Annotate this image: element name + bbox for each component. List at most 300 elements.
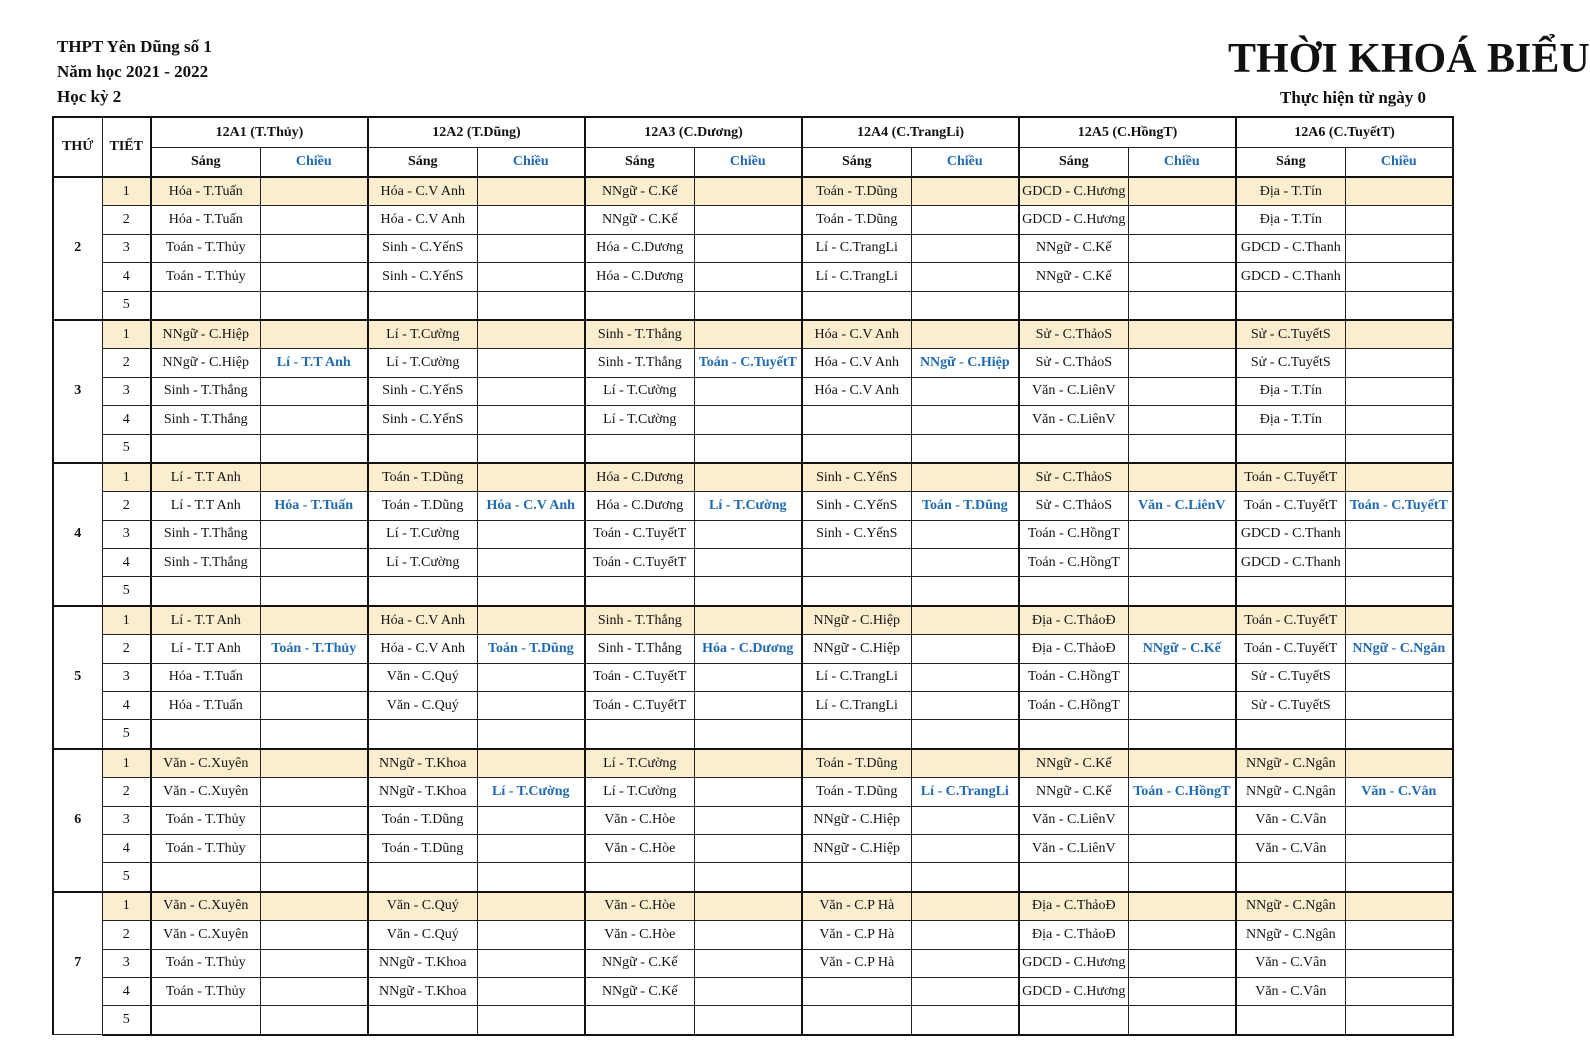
morning-lesson bbox=[368, 434, 477, 463]
morning-lesson: Sinh - T.Thắng bbox=[151, 406, 260, 434]
morning-lesson: NNgữ - C.Kế bbox=[585, 206, 694, 234]
afternoon-lesson bbox=[477, 263, 585, 291]
morning-lesson: Sinh - T.Thắng bbox=[585, 349, 694, 377]
period-number: 5 bbox=[102, 577, 151, 606]
afternoon-lesson bbox=[260, 177, 368, 206]
afternoon-lesson bbox=[694, 263, 802, 291]
period-number: 1 bbox=[102, 606, 151, 635]
morning-lesson bbox=[151, 1006, 260, 1035]
morning-lesson: Hóa - C.Dương bbox=[585, 234, 694, 262]
afternoon-lesson bbox=[1345, 577, 1453, 606]
afternoon-lesson bbox=[260, 606, 368, 635]
afternoon-lesson bbox=[1345, 206, 1453, 234]
morning-lesson: Văn - C.Hòe bbox=[585, 806, 694, 834]
afternoon-lesson bbox=[694, 291, 802, 320]
afternoon-lesson bbox=[694, 720, 802, 749]
morning-lesson: Sinh - C.YếnS bbox=[802, 463, 911, 492]
period-number: 2 bbox=[102, 778, 151, 806]
afternoon-lesson bbox=[477, 606, 585, 635]
morning-lesson bbox=[585, 1006, 694, 1035]
afternoon-lesson bbox=[1345, 749, 1453, 778]
afternoon-lesson bbox=[694, 434, 802, 463]
morning-lesson: GDCD - C.Hương bbox=[1019, 206, 1128, 234]
morning-lesson bbox=[1019, 720, 1128, 749]
morning-lesson: Hóa - C.V Anh bbox=[368, 206, 477, 234]
afternoon-lesson: Toán - C.HồngT bbox=[1128, 778, 1236, 806]
morning-lesson: Văn - C.Xuyên bbox=[151, 749, 260, 778]
afternoon-lesson bbox=[1345, 1006, 1453, 1035]
afternoon-lesson bbox=[477, 663, 585, 691]
morning-lesson: Sử - C.TuyếtS bbox=[1236, 663, 1345, 691]
afternoon-lesson bbox=[694, 1006, 802, 1035]
afternoon-lesson bbox=[260, 291, 368, 320]
morning-lesson: Văn - C.Hòe bbox=[585, 921, 694, 949]
afternoon-lesson: NNgữ - C.Kế bbox=[1128, 635, 1236, 663]
class-header: 12A3 (C.Dương) bbox=[585, 117, 802, 148]
period-number: 1 bbox=[102, 749, 151, 778]
afternoon-lesson bbox=[1128, 377, 1236, 405]
morning-lesson bbox=[151, 577, 260, 606]
table-row bbox=[53, 606, 1453, 635]
afternoon-lesson bbox=[260, 749, 368, 778]
morning-lesson: Địa - T.Tín bbox=[1236, 177, 1345, 206]
day-label: 2 bbox=[53, 177, 102, 320]
afternoon-lesson bbox=[260, 892, 368, 921]
afternoon-lesson bbox=[1345, 606, 1453, 635]
afternoon-lesson bbox=[477, 349, 585, 377]
afternoon-lesson bbox=[477, 863, 585, 892]
period-number: 5 bbox=[102, 1006, 151, 1035]
afternoon-lesson bbox=[477, 921, 585, 949]
morning-lesson: Văn - C.Vân bbox=[1236, 834, 1345, 862]
period-number: 2 bbox=[102, 635, 151, 663]
morning-lesson: Sinh - T.Thắng bbox=[151, 549, 260, 577]
morning-lesson bbox=[802, 406, 911, 434]
table-row bbox=[53, 977, 1453, 1005]
morning-lesson bbox=[151, 434, 260, 463]
afternoon-lesson bbox=[911, 577, 1019, 606]
afternoon-lesson bbox=[694, 520, 802, 548]
afternoon-lesson bbox=[1345, 177, 1453, 206]
afternoon-lesson bbox=[694, 577, 802, 606]
afternoon-lesson bbox=[694, 778, 802, 806]
morning-lesson bbox=[802, 977, 911, 1005]
period-number: 4 bbox=[102, 549, 151, 577]
afternoon-lesson bbox=[1345, 692, 1453, 720]
morning-lesson: NNgữ - T.Khoa bbox=[368, 949, 477, 977]
morning-lesson: NNgữ - C.Hiệp bbox=[151, 349, 260, 377]
afternoon-lesson bbox=[1345, 463, 1453, 492]
session-sang-header: Sáng bbox=[585, 148, 694, 178]
session-chieu-header: Chiều bbox=[694, 148, 802, 178]
afternoon-lesson bbox=[260, 863, 368, 892]
morning-lesson: Hóa - T.Tuấn bbox=[151, 177, 260, 206]
morning-lesson: GDCD - C.Hương bbox=[1019, 177, 1128, 206]
afternoon-lesson bbox=[1345, 892, 1453, 921]
morning-lesson: Văn - C.Quý bbox=[368, 892, 477, 921]
morning-lesson: Hóa - C.Dương bbox=[585, 263, 694, 291]
morning-lesson: Văn - C.Vân bbox=[1236, 977, 1345, 1005]
afternoon-lesson bbox=[477, 406, 585, 434]
session-sang-header: Sáng bbox=[1236, 148, 1345, 178]
afternoon-lesson bbox=[1128, 892, 1236, 921]
table-row bbox=[53, 177, 1453, 206]
period-number: 1 bbox=[102, 177, 151, 206]
period-number: 5 bbox=[102, 434, 151, 463]
period-number: 4 bbox=[102, 977, 151, 1005]
period-number: 2 bbox=[102, 492, 151, 520]
table-row bbox=[53, 349, 1453, 377]
morning-lesson: Lí - C.TrangLi bbox=[802, 234, 911, 262]
afternoon-lesson bbox=[1128, 606, 1236, 635]
afternoon-lesson bbox=[260, 921, 368, 949]
morning-lesson: Hóa - C.V Anh bbox=[802, 377, 911, 405]
session-chieu-header: Chiều bbox=[911, 148, 1019, 178]
table-row bbox=[53, 406, 1453, 434]
afternoon-lesson: Lí - C.TrangLi bbox=[911, 778, 1019, 806]
morning-lesson bbox=[802, 577, 911, 606]
afternoon-lesson bbox=[694, 949, 802, 977]
afternoon-lesson bbox=[477, 320, 585, 349]
period-number: 3 bbox=[102, 663, 151, 691]
table-row bbox=[53, 206, 1453, 234]
table-row bbox=[53, 291, 1453, 320]
morning-lesson: Lí - T.Cường bbox=[368, 349, 477, 377]
afternoon-lesson bbox=[694, 234, 802, 262]
morning-lesson: Văn - C.LiênV bbox=[1019, 377, 1128, 405]
afternoon-lesson bbox=[1128, 720, 1236, 749]
morning-lesson: Lí - T.T Anh bbox=[151, 463, 260, 492]
morning-lesson: Địa - C.ThảoĐ bbox=[1019, 606, 1128, 635]
morning-lesson: Toán - C.HồngT bbox=[1019, 692, 1128, 720]
morning-lesson: Toán - C.TuyếtT bbox=[1236, 492, 1345, 520]
morning-lesson: Văn - C.Xuyên bbox=[151, 921, 260, 949]
table-row bbox=[53, 663, 1453, 691]
morning-lesson bbox=[368, 1006, 477, 1035]
afternoon-lesson bbox=[1128, 921, 1236, 949]
afternoon-lesson bbox=[694, 606, 802, 635]
morning-lesson: Lí - T.T Anh bbox=[151, 606, 260, 635]
morning-lesson: Văn - C.Hòe bbox=[585, 834, 694, 862]
timetable bbox=[52, 116, 1454, 1036]
afternoon-lesson bbox=[1345, 263, 1453, 291]
afternoon-lesson bbox=[911, 749, 1019, 778]
morning-lesson: Hóa - C.Dương bbox=[585, 492, 694, 520]
morning-lesson: Sinh - T.Thắng bbox=[585, 320, 694, 349]
morning-lesson: NNgữ - C.Kế bbox=[585, 949, 694, 977]
table-row bbox=[53, 806, 1453, 834]
afternoon-lesson bbox=[911, 520, 1019, 548]
morning-lesson: Địa - T.Tín bbox=[1236, 206, 1345, 234]
morning-lesson: Sử - C.ThảoS bbox=[1019, 492, 1128, 520]
period-number: 1 bbox=[102, 463, 151, 492]
morning-lesson: Lí - T.T Anh bbox=[151, 492, 260, 520]
morning-lesson: Toán - C.TuyếtT bbox=[585, 663, 694, 691]
period-number: 4 bbox=[102, 834, 151, 862]
afternoon-lesson bbox=[1345, 921, 1453, 949]
afternoon-lesson bbox=[477, 892, 585, 921]
morning-lesson: Toán - T.Thủy bbox=[151, 949, 260, 977]
morning-lesson: Sinh - C.YếnS bbox=[802, 520, 911, 548]
afternoon-lesson bbox=[1128, 577, 1236, 606]
morning-lesson: Toán - T.Dũng bbox=[802, 778, 911, 806]
afternoon-lesson bbox=[1128, 663, 1236, 691]
afternoon-lesson: Hóa - C.Dương bbox=[694, 635, 802, 663]
afternoon-lesson bbox=[694, 977, 802, 1005]
session-sang-header: Sáng bbox=[368, 148, 477, 178]
afternoon-lesson bbox=[260, 549, 368, 577]
afternoon-lesson bbox=[911, 263, 1019, 291]
period-number: 3 bbox=[102, 520, 151, 548]
morning-lesson: Sinh - C.YếnS bbox=[368, 234, 477, 262]
afternoon-lesson bbox=[1128, 520, 1236, 548]
morning-lesson: GDCD - C.Thanh bbox=[1236, 234, 1345, 262]
table-row bbox=[53, 778, 1453, 806]
afternoon-lesson bbox=[260, 263, 368, 291]
morning-lesson: NNgữ - T.Khoa bbox=[368, 778, 477, 806]
afternoon-lesson bbox=[1345, 377, 1453, 405]
table-row bbox=[53, 921, 1453, 949]
afternoon-lesson bbox=[477, 720, 585, 749]
afternoon-lesson bbox=[1128, 406, 1236, 434]
morning-lesson: Lí - T.Cường bbox=[585, 778, 694, 806]
afternoon-lesson bbox=[694, 749, 802, 778]
table-row bbox=[53, 234, 1453, 262]
period-number: 4 bbox=[102, 406, 151, 434]
afternoon-lesson bbox=[477, 434, 585, 463]
afternoon-lesson bbox=[911, 635, 1019, 663]
morning-lesson: NNgữ - C.Hiệp bbox=[802, 635, 911, 663]
morning-lesson: Văn - C.Quý bbox=[368, 692, 477, 720]
afternoon-lesson bbox=[694, 806, 802, 834]
table-row bbox=[53, 892, 1453, 921]
morning-lesson: Lí - T.Cường bbox=[368, 320, 477, 349]
day-label: 7 bbox=[53, 892, 102, 1035]
morning-lesson bbox=[1236, 863, 1345, 892]
morning-lesson: Hóa - C.V Anh bbox=[368, 177, 477, 206]
afternoon-lesson bbox=[911, 921, 1019, 949]
afternoon-lesson bbox=[260, 377, 368, 405]
morning-lesson: Toán - T.Dũng bbox=[368, 463, 477, 492]
class-header: 12A6 (C.TuyếtT) bbox=[1236, 117, 1453, 148]
morning-lesson: Toán - C.HồngT bbox=[1019, 663, 1128, 691]
morning-lesson: Văn - C.Xuyên bbox=[151, 778, 260, 806]
afternoon-lesson bbox=[477, 806, 585, 834]
class-header: 12A2 (T.Dũng) bbox=[368, 117, 585, 148]
table-row bbox=[53, 492, 1453, 520]
morning-lesson: NNgữ - C.Hiệp bbox=[802, 806, 911, 834]
afternoon-lesson bbox=[477, 834, 585, 862]
afternoon-lesson bbox=[911, 720, 1019, 749]
day-label: 5 bbox=[53, 606, 102, 749]
morning-lesson: NNgữ - C.Hiệp bbox=[802, 834, 911, 862]
afternoon-lesson: Lí - T.T Anh bbox=[260, 349, 368, 377]
afternoon-lesson bbox=[477, 1006, 585, 1035]
afternoon-lesson bbox=[694, 863, 802, 892]
afternoon-lesson bbox=[1128, 349, 1236, 377]
afternoon-lesson bbox=[694, 549, 802, 577]
morning-lesson bbox=[368, 577, 477, 606]
morning-lesson: Địa - C.ThảoĐ bbox=[1019, 921, 1128, 949]
period-number: 2 bbox=[102, 206, 151, 234]
afternoon-lesson bbox=[911, 463, 1019, 492]
morning-lesson bbox=[802, 720, 911, 749]
morning-lesson: Văn - C.Hòe bbox=[585, 892, 694, 921]
morning-lesson: NNgữ - C.Kế bbox=[1019, 749, 1128, 778]
morning-lesson: Sinh - T.Thắng bbox=[151, 377, 260, 405]
afternoon-lesson bbox=[911, 977, 1019, 1005]
morning-lesson bbox=[1236, 577, 1345, 606]
afternoon-lesson bbox=[911, 206, 1019, 234]
morning-lesson: NNgữ - C.Hiệp bbox=[802, 606, 911, 635]
morning-lesson: Hóa - C.V Anh bbox=[802, 349, 911, 377]
morning-lesson bbox=[585, 720, 694, 749]
morning-lesson: NNgữ - C.Kế bbox=[1019, 263, 1128, 291]
table-row bbox=[53, 463, 1453, 492]
afternoon-lesson bbox=[1128, 977, 1236, 1005]
morning-lesson bbox=[802, 549, 911, 577]
afternoon-lesson bbox=[911, 663, 1019, 691]
afternoon-lesson bbox=[1128, 206, 1236, 234]
afternoon-lesson bbox=[1345, 663, 1453, 691]
session-sang-header: Sáng bbox=[802, 148, 911, 178]
afternoon-lesson bbox=[1128, 320, 1236, 349]
morning-lesson: Văn - C.P Hà bbox=[802, 949, 911, 977]
morning-lesson: GDCD - C.Thanh bbox=[1236, 549, 1345, 577]
afternoon-lesson bbox=[1128, 463, 1236, 492]
morning-lesson: Văn - C.P Hà bbox=[802, 921, 911, 949]
morning-lesson: NNgữ - T.Khoa bbox=[368, 977, 477, 1005]
period-number: 3 bbox=[102, 234, 151, 262]
afternoon-lesson bbox=[260, 577, 368, 606]
period-number: 2 bbox=[102, 921, 151, 949]
table-row bbox=[53, 834, 1453, 862]
afternoon-lesson bbox=[260, 434, 368, 463]
session-chieu-header: Chiều bbox=[1128, 148, 1236, 178]
afternoon-lesson bbox=[694, 692, 802, 720]
morning-lesson bbox=[1236, 720, 1345, 749]
afternoon-lesson bbox=[694, 834, 802, 862]
afternoon-lesson bbox=[1345, 834, 1453, 862]
afternoon-lesson bbox=[911, 234, 1019, 262]
afternoon-lesson: Toán - C.TuyếtT bbox=[1345, 492, 1453, 520]
morning-lesson bbox=[585, 577, 694, 606]
morning-lesson: Toán - T.Thủy bbox=[151, 834, 260, 862]
morning-lesson bbox=[151, 720, 260, 749]
afternoon-lesson bbox=[911, 406, 1019, 434]
table-row bbox=[53, 263, 1453, 291]
morning-lesson: Văn - C.LiênV bbox=[1019, 806, 1128, 834]
morning-lesson: Lí - C.TrangLi bbox=[802, 663, 911, 691]
afternoon-lesson bbox=[260, 663, 368, 691]
class-header: 12A4 (C.TrangLi) bbox=[802, 117, 1019, 148]
morning-lesson: GDCD - C.Hương bbox=[1019, 977, 1128, 1005]
morning-lesson: NNgữ - C.Kế bbox=[1019, 778, 1128, 806]
afternoon-lesson bbox=[1128, 749, 1236, 778]
school-term: Học kỳ 2 bbox=[57, 87, 122, 106]
session-chieu-header: Chiều bbox=[1345, 148, 1453, 178]
morning-lesson: Địa - T.Tín bbox=[1236, 406, 1345, 434]
class-header: 12A1 (T.Thủy) bbox=[151, 117, 368, 148]
afternoon-lesson bbox=[477, 520, 585, 548]
table-row bbox=[53, 577, 1453, 606]
morning-lesson: Sử - C.ThảoS bbox=[1019, 320, 1128, 349]
morning-lesson: Sử - C.TuyếtS bbox=[1236, 320, 1345, 349]
afternoon-lesson bbox=[477, 463, 585, 492]
morning-lesson bbox=[1019, 1006, 1128, 1035]
afternoon-lesson bbox=[1345, 406, 1453, 434]
session-sang-header: Sáng bbox=[1019, 148, 1128, 178]
morning-lesson: NNgữ - C.Ngân bbox=[1236, 749, 1345, 778]
afternoon-lesson bbox=[477, 234, 585, 262]
afternoon-lesson bbox=[1345, 320, 1453, 349]
morning-lesson: Toán - C.HồngT bbox=[1019, 549, 1128, 577]
afternoon-lesson bbox=[477, 549, 585, 577]
afternoon-lesson bbox=[477, 177, 585, 206]
morning-lesson: NNgữ - C.Ngân bbox=[1236, 778, 1345, 806]
morning-lesson: Toán - T.Dũng bbox=[368, 492, 477, 520]
morning-lesson: Toán - C.TuyếtT bbox=[585, 692, 694, 720]
table-row bbox=[53, 549, 1453, 577]
afternoon-lesson bbox=[477, 692, 585, 720]
day-label: 6 bbox=[53, 749, 102, 892]
afternoon-lesson bbox=[1128, 234, 1236, 262]
morning-lesson bbox=[1236, 1006, 1345, 1035]
afternoon-lesson bbox=[260, 463, 368, 492]
afternoon-lesson bbox=[1128, 949, 1236, 977]
morning-lesson: Hóa - C.Dương bbox=[585, 463, 694, 492]
table-row bbox=[53, 692, 1453, 720]
morning-lesson: GDCD - C.Thanh bbox=[1236, 263, 1345, 291]
period-number: 5 bbox=[102, 720, 151, 749]
afternoon-lesson bbox=[911, 834, 1019, 862]
afternoon-lesson bbox=[1128, 834, 1236, 862]
afternoon-lesson: NNgữ - C.Ngân bbox=[1345, 635, 1453, 663]
table-row bbox=[53, 949, 1453, 977]
afternoon-lesson: Toán - T.Thủy bbox=[260, 635, 368, 663]
header-thu: THỨ bbox=[53, 117, 102, 177]
afternoon-lesson bbox=[477, 749, 585, 778]
morning-lesson bbox=[585, 291, 694, 320]
afternoon-lesson bbox=[911, 320, 1019, 349]
morning-lesson: Toán - T.Dũng bbox=[368, 806, 477, 834]
morning-lesson: Hóa - C.V Anh bbox=[368, 635, 477, 663]
morning-lesson: Văn - C.Vân bbox=[1236, 949, 1345, 977]
afternoon-lesson bbox=[260, 949, 368, 977]
morning-lesson: Lí - C.TrangLi bbox=[802, 692, 911, 720]
afternoon-lesson bbox=[1345, 806, 1453, 834]
morning-lesson: Văn - C.Vân bbox=[1236, 806, 1345, 834]
morning-lesson: Lí - T.T Anh bbox=[151, 635, 260, 663]
afternoon-lesson bbox=[477, 377, 585, 405]
morning-lesson: Toán - C.TuyếtT bbox=[585, 520, 694, 548]
afternoon-lesson bbox=[1128, 692, 1236, 720]
afternoon-lesson bbox=[911, 1006, 1019, 1035]
afternoon-lesson bbox=[1128, 291, 1236, 320]
morning-lesson: Sinh - C.YếnS bbox=[802, 492, 911, 520]
morning-lesson: Sinh - C.YếnS bbox=[368, 377, 477, 405]
morning-lesson: Địa - C.ThảoĐ bbox=[1019, 892, 1128, 921]
afternoon-lesson bbox=[694, 177, 802, 206]
afternoon-lesson bbox=[1128, 434, 1236, 463]
afternoon-lesson bbox=[911, 863, 1019, 892]
afternoon-lesson: Toán - C.TuyếtT bbox=[694, 349, 802, 377]
morning-lesson: Toán - C.TuyếtT bbox=[1236, 463, 1345, 492]
afternoon-lesson bbox=[1128, 1006, 1236, 1035]
header-tiet: TIẾT bbox=[102, 117, 151, 177]
afternoon-lesson bbox=[911, 949, 1019, 977]
morning-lesson bbox=[802, 1006, 911, 1035]
